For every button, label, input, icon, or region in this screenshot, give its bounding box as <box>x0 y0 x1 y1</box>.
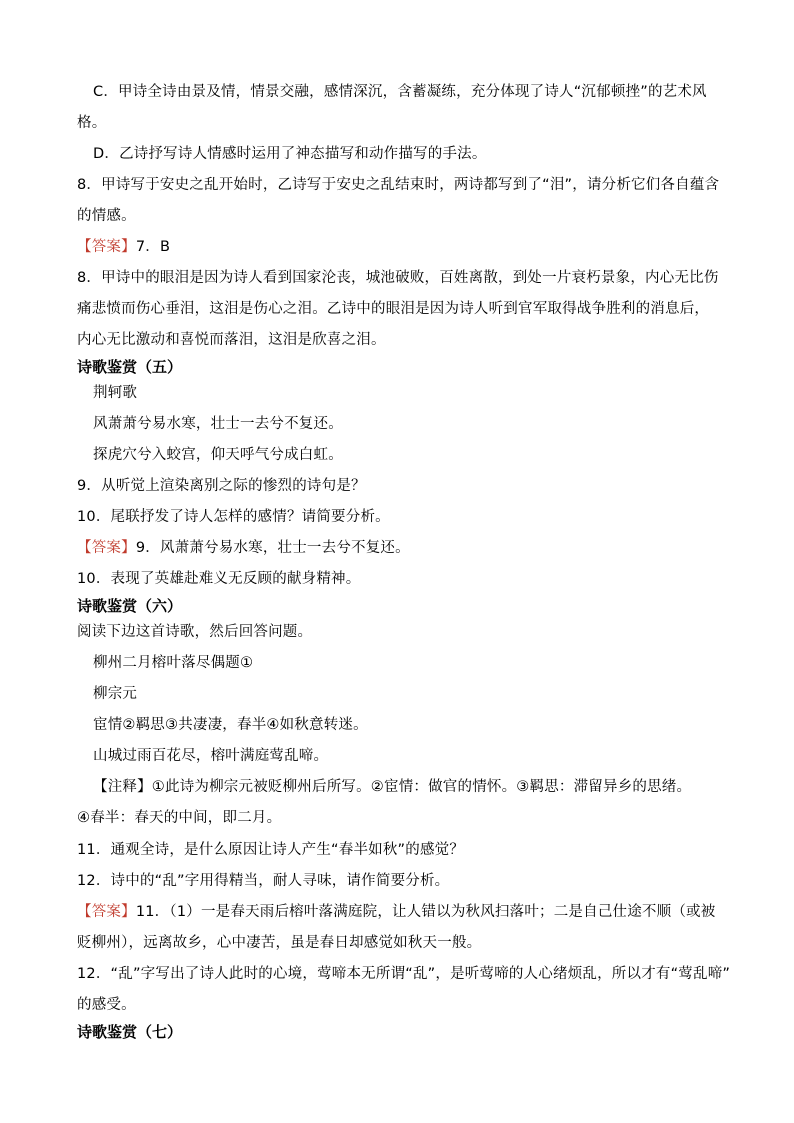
poem-title-6: 柳州二月榕叶落尽偶题① <box>93 655 254 671</box>
answer-12-line2: 的感受。 <box>77 997 136 1013</box>
answer-8-line2: 痛悲愤而伤心垂泪，这泪是伤心之泪。乙诗中的眼泪是因为诗人听到官军取得战争胜利的消息后， <box>77 301 710 317</box>
option-d: D．乙诗抒写诗人情感时运用了神态描写和动作描写的手法。 <box>93 146 487 162</box>
poem-line-5-1: 风萧萧兮易水寒，壮士一去兮不复还。 <box>93 416 343 432</box>
answer-12-line1: 12．“乱”字写出了诗人此时的心境，莺啼本无所谓“乱”，是听莺啼的人心绪烦乱，所以才有“莺乱啼” <box>77 966 731 982</box>
answer-8-line3: 内心无比激动和喜悦而落泪，这泪是欣喜之泪。 <box>77 332 386 348</box>
answer-8-line1: 8．甲诗中的眼泪是因为诗人看到国家沦丧，城池破败，百姓离散，到处一片衰朽景象，内心无比伤 <box>77 270 719 286</box>
answer-label: 【答案】 <box>77 904 136 920</box>
poem-line-6-2: 山城过雨百花尽，榕叶满庭莺乱啼。 <box>93 748 329 764</box>
question-8-line2: 的情感。 <box>77 208 136 224</box>
answer-11-line1 <box>77 902 715 922</box>
notes-line2: ④春半：春天的中间，即二月。 <box>77 810 282 826</box>
poem-author-6: 柳宗元 <box>93 686 138 702</box>
section-heading-5: 诗歌鉴赏（五） <box>77 358 183 376</box>
answer-9 <box>77 538 410 558</box>
reading-intro: 阅读下边这首诗歌，然后回答问题。 <box>77 624 313 640</box>
question-8-line1: 8．甲诗写于安史之乱开始时，乙诗写于安史之乱结束时，两诗都写到了“泪”，请分析它们各自蕴含 <box>77 177 720 193</box>
question-12: 12．诗中的“乱”字用得精当，耐人寻味，请作简要分析。 <box>77 873 450 889</box>
section-heading-6: 诗歌鉴赏（六） <box>77 597 183 615</box>
notes-line1: 【注释】①此诗为柳宗元被贬柳州后所写。②宦情：做官的情怀。③羁思：滞留异乡的思绪。 <box>93 779 692 795</box>
answer-10: 10．表现了英雄赴难义无反顾的献身精神。 <box>77 571 361 587</box>
question-9: 9．从听觉上渲染离别之际的惨烈的诗句是？ <box>77 478 366 494</box>
answer-label: 【答案】 <box>77 540 136 556</box>
section-heading-7: 诗歌鉴赏（七） <box>77 1023 183 1041</box>
answer-9-text: 9．风萧萧兮易水寒，壮士一去兮不复还。 <box>135 540 410 556</box>
answer-7 <box>77 237 170 257</box>
answer-11-line2: 贬柳州），远离故乡，心中凄苦，虽是春日却感觉如秋天一般。 <box>77 935 482 951</box>
poem-line-6-1: 宦情②羁思③共凄凄，春半④如秋意转迷。 <box>93 717 368 733</box>
poem-line-5-2: 探虎穴兮入蛟宫，仰天呼气兮成白虹。 <box>93 447 343 463</box>
question-10: 10．尾联抒发了诗人怎样的感情？请简要分析。 <box>77 509 390 525</box>
question-11: 11．通观全诗，是什么原因让诗人产生“春半如秋”的感觉？ <box>77 842 465 858</box>
answer-7-text: 7．B <box>135 239 171 255</box>
option-c-line2: 格。 <box>77 115 107 131</box>
poem-title-5: 荆轲歌 <box>93 385 138 401</box>
option-c-line1: C．甲诗全诗由景及情，情景交融，感情深沉，含蓄凝练，充分体现了诗人“沉郁顿挫”的艺术风 <box>93 84 707 100</box>
answer-11-text: 11．（1）一是春天雨后榕叶落满庭院，让人错以为秋风扫落叶；二是自己仕途不顺（或被 <box>135 904 716 920</box>
answer-label: 【答案】 <box>77 239 136 255</box>
